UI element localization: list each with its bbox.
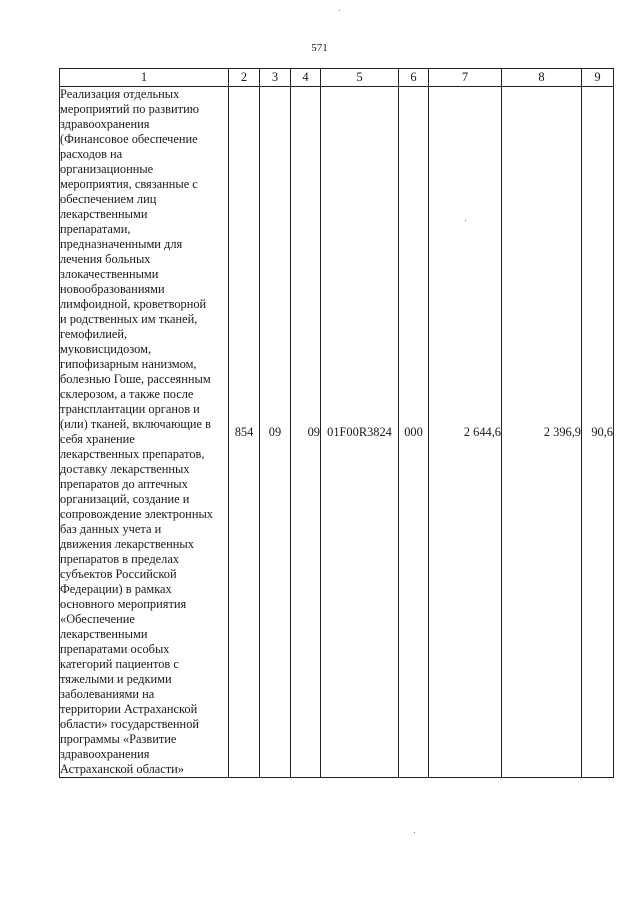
- scan-speck: [414, 832, 415, 833]
- row-col-8: 2 396,9: [502, 87, 582, 778]
- header-col-9: 9: [582, 69, 614, 87]
- row-description: Реализация отдельных мероприятий по развитию здравоохранения (Финансовое обеспечение расходов на организационные мероприятия, связанные с обеспечением лиц лекарственными препаратами, предназначенными для лечения больных злокачественными новообразованиями лимфоидной, кроветворной и родственных им тканей, гемофилией, муковисцидозом, гипофизарным нанизмом, болезнью Гоше, рассеянным склерозом, а также после трансплантации органов и (или) тканей, включающие в себя хранение лекарственных препаратов, доставку лекарственных препаратов до аптечных организаций, создание и сопровождение электронных баз данных учета и движения лекарственных препаратов в пределах субъектов Российской Федерации) в рамках основного мероприятия «Обеспечение лекарственными препаратами особых категорий пациентов с тяжелыми и редкими заболеваниями на территории Астраханской области» государственной программы «Развитие здравоохранения Астраханской области»: [60, 87, 229, 778]
- scan-speck: [339, 10, 340, 11]
- header-col-8: 8: [502, 69, 582, 87]
- row-col-9: 90,6: [582, 87, 614, 778]
- header-row: [60, 69, 614, 87]
- header-col-4: 4: [291, 69, 321, 87]
- header-col-5: 5: [321, 69, 399, 87]
- row-col-6: 000: [399, 87, 429, 778]
- header-col-3: 3: [260, 69, 291, 87]
- scan-speck: [465, 220, 466, 221]
- header-col-6: 6: [399, 69, 429, 87]
- header-col-1: 1: [60, 69, 229, 87]
- row-col-7: 2 644,6: [429, 87, 502, 778]
- header-col-7: 7: [429, 69, 502, 87]
- page-number: 571: [311, 42, 328, 54]
- row-col-5: 01F00R3824: [321, 87, 399, 778]
- budget-table: [59, 68, 614, 778]
- row-col-4: 09: [291, 87, 321, 778]
- row-col-2: 854: [229, 87, 260, 778]
- header-col-2: 2: [229, 69, 260, 87]
- row-col-3: 09: [260, 87, 291, 778]
- table-row: [60, 87, 614, 778]
